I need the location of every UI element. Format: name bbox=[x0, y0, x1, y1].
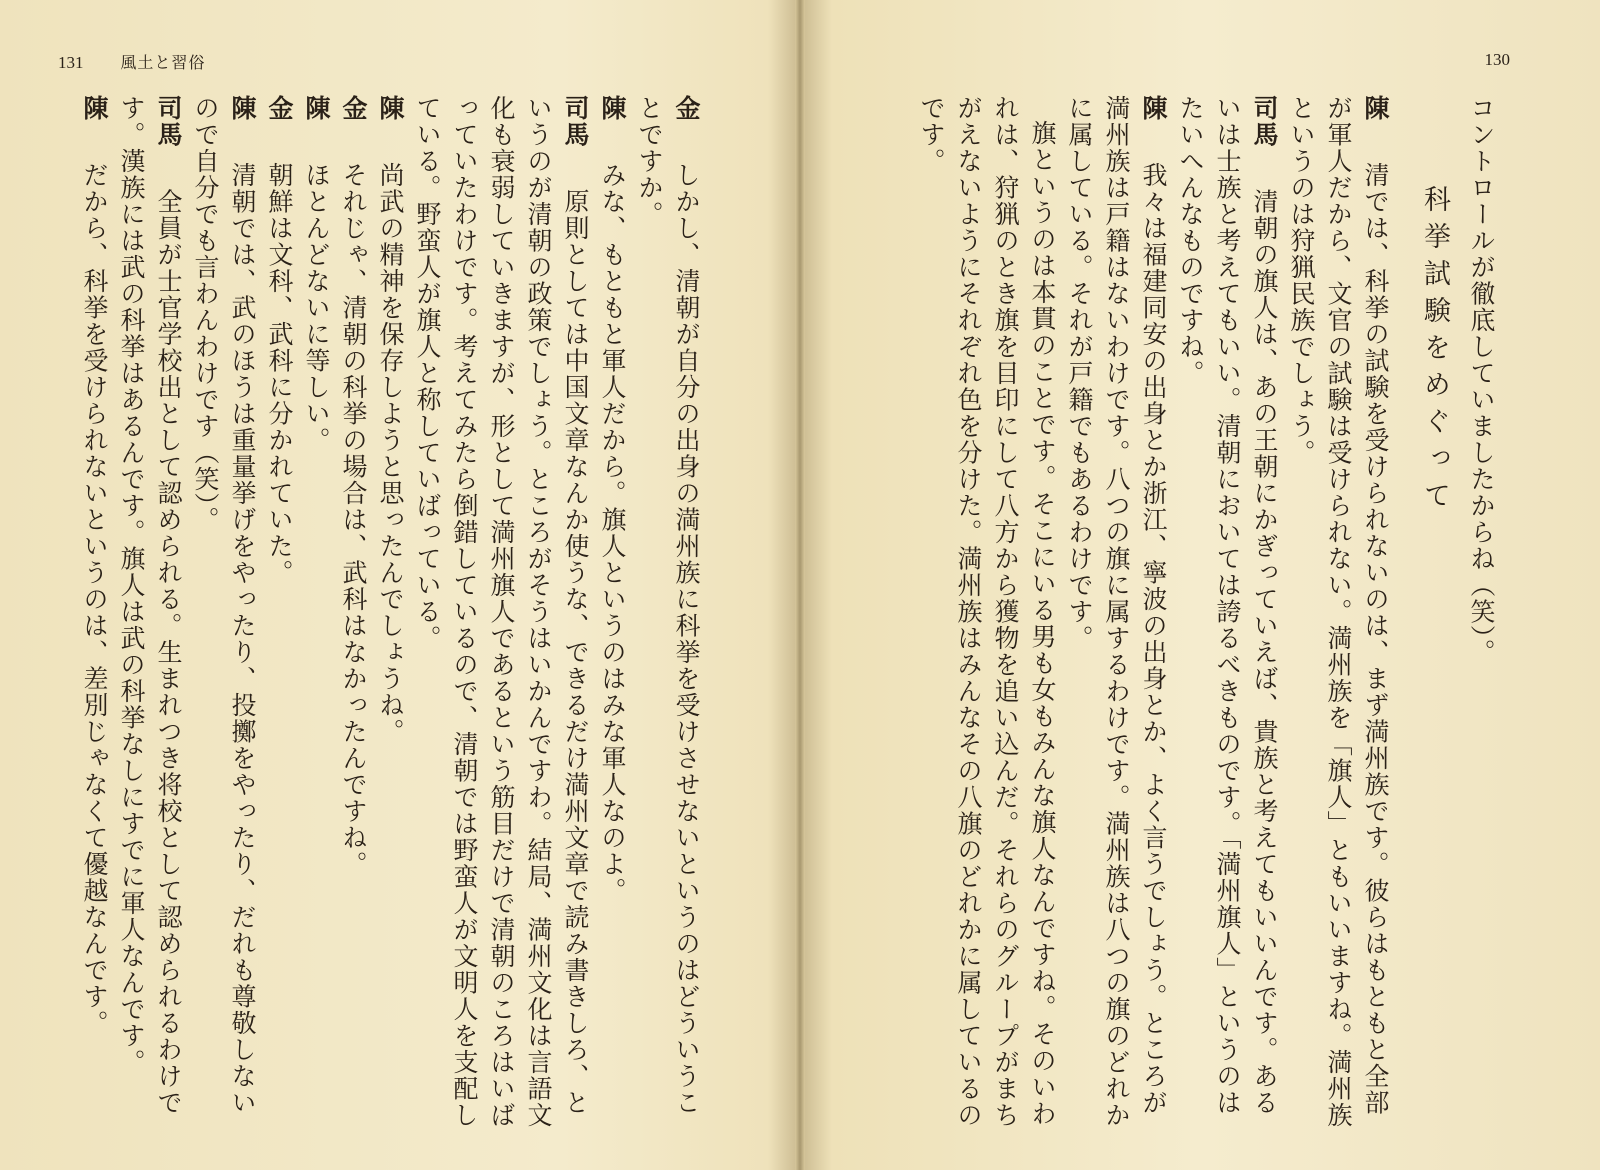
paragraph-text: それじゃ、清朝の科挙の場合は、武科はなかったんですね。 bbox=[339, 162, 368, 878]
speaker-label: 陳 bbox=[1361, 95, 1390, 122]
speaker-label: 陳 bbox=[376, 95, 405, 122]
paragraph bbox=[76, 95, 113, 1135]
paragraph-text: しかし、清朝が自分の出身の満州族に科挙を受けさせないというのはどういうことですか。 bbox=[635, 95, 701, 1116]
paragraph bbox=[113, 95, 187, 1135]
page-number: 131 bbox=[58, 53, 84, 72]
paragraph-text: だから、科挙を受けられないというのは、差別じゃなくて優越なんです。 bbox=[80, 162, 109, 1037]
speaker-label: 陳 bbox=[80, 95, 109, 122]
paragraph bbox=[409, 95, 594, 1135]
paragraph bbox=[298, 95, 335, 1135]
paragraph-text: ほとんどないに等しい。 bbox=[302, 162, 331, 454]
speaker-label: 陳 bbox=[598, 95, 627, 122]
left-page bbox=[0, 0, 795, 1170]
paragraph-text: 原則としては中国文章なんか使うな、できるだけ満州文章で読み書きしろ、というのが清朝の政策でしょう。ところがそうはいかんですわ。結局、満州文化は言語文化も衰弱していきますが、形として満州旗人であるという筋目だけで清朝のころはいばっていたわけです。考えてみたら倒錯しているので、清朝では野蛮人が文明人を支配している。野蛮人が旗人と称していばっている。 bbox=[413, 95, 590, 1129]
speaker-label: 司馬 bbox=[561, 95, 590, 148]
paragraph bbox=[913, 95, 1061, 1135]
paragraph bbox=[594, 95, 631, 1135]
speaker-label: 金 bbox=[672, 95, 701, 122]
paragraph-text: 尚武の精神を保存しようと思ったんでしょうね。 bbox=[376, 162, 405, 745]
speaker-label: 陳 bbox=[228, 95, 257, 122]
right-page bbox=[805, 0, 1600, 1170]
paragraph bbox=[1061, 95, 1172, 1135]
speaker-label: 司馬 bbox=[154, 95, 183, 148]
paragraph-text: 清朝の旗人は、あの王朝にかぎっていえば、貴族と考えてもいいんです。あるいは士族と考えてもいい。清朝においては誇るべきものです。「満州旗人」というのはたいへんなものですね。 bbox=[1176, 95, 1279, 1116]
section-heading: 科挙試験をめぐって bbox=[1419, 185, 1450, 518]
paragraph bbox=[261, 95, 298, 1135]
right-page-header bbox=[1485, 50, 1511, 70]
paragraph-text: 清朝では、武のほうは重量挙げをやったり、投擲をやったり、だれも尊敬しないので自分でも言わんわけです（笑）。 bbox=[191, 95, 257, 1116]
page-number: 130 bbox=[1484, 50, 1510, 69]
speaker-label: 陳 bbox=[302, 95, 331, 122]
left-page-header bbox=[58, 50, 205, 73]
paragraph bbox=[1172, 95, 1283, 1135]
paragraph bbox=[187, 95, 261, 1135]
paragraph-text: 我々は福建同安の出身とか浙江、寧波の出身とか、よく言うでしょう。ところが満州族は戸籍はないわけです。八つの旗に属するわけです。満州族は八つの旗のどれかに属している。それが戸籍でもあるわけです。 bbox=[1065, 95, 1168, 1129]
paragraph bbox=[631, 95, 705, 1135]
speaker-label: 金 bbox=[339, 95, 368, 122]
lead-text: コントロールが徹底していましたからね（笑）。 bbox=[1467, 95, 1496, 666]
paragraph-text: 朝鮮は文科、武科に分かれていた。 bbox=[265, 162, 294, 586]
paragraph bbox=[372, 95, 409, 1135]
speaker-label: 金 bbox=[265, 95, 294, 122]
book-gutter bbox=[795, 0, 805, 1170]
paragraph-text: 全員が士官学校出として認められる。生まれつき将校として認められるわけです。漢族には武の科挙はあるんです。旗人は武の科挙なしにすでに軍人なんです。 bbox=[117, 95, 183, 1116]
paragraph bbox=[1283, 95, 1394, 1135]
running-title: 風土と習俗 bbox=[120, 53, 206, 72]
paragraph-text: 旗というのは本貫のことです。そこにいる男も女もみんな旗人なんですね。そのいわれは、狩猟のとき旗を目印にして八方から獲物を追い込んだ。それらのグループがまちがえないようにそれぞれ色を分けた。満州族はみんなその八旗のどれかに属しているのです。 bbox=[917, 95, 1057, 1129]
paragraph bbox=[335, 95, 372, 1135]
left-page-body bbox=[45, 95, 705, 1135]
speaker-label: 陳 bbox=[1139, 95, 1168, 122]
paragraph-text: 清では、科挙の試験を受けられないのは、まず満州族です。彼らはもともと全部が軍人だから、文官の試験は受けられない。満州族を「旗人」ともいいますね。満州族というのは狩猟民族でしょう。 bbox=[1287, 95, 1390, 1129]
right-page-body bbox=[860, 95, 1500, 1135]
paragraph-text: みな、もともと軍人だから。旗人というのはみな軍人なのよ。 bbox=[598, 162, 627, 904]
speaker-label: 司馬 bbox=[1250, 95, 1279, 148]
